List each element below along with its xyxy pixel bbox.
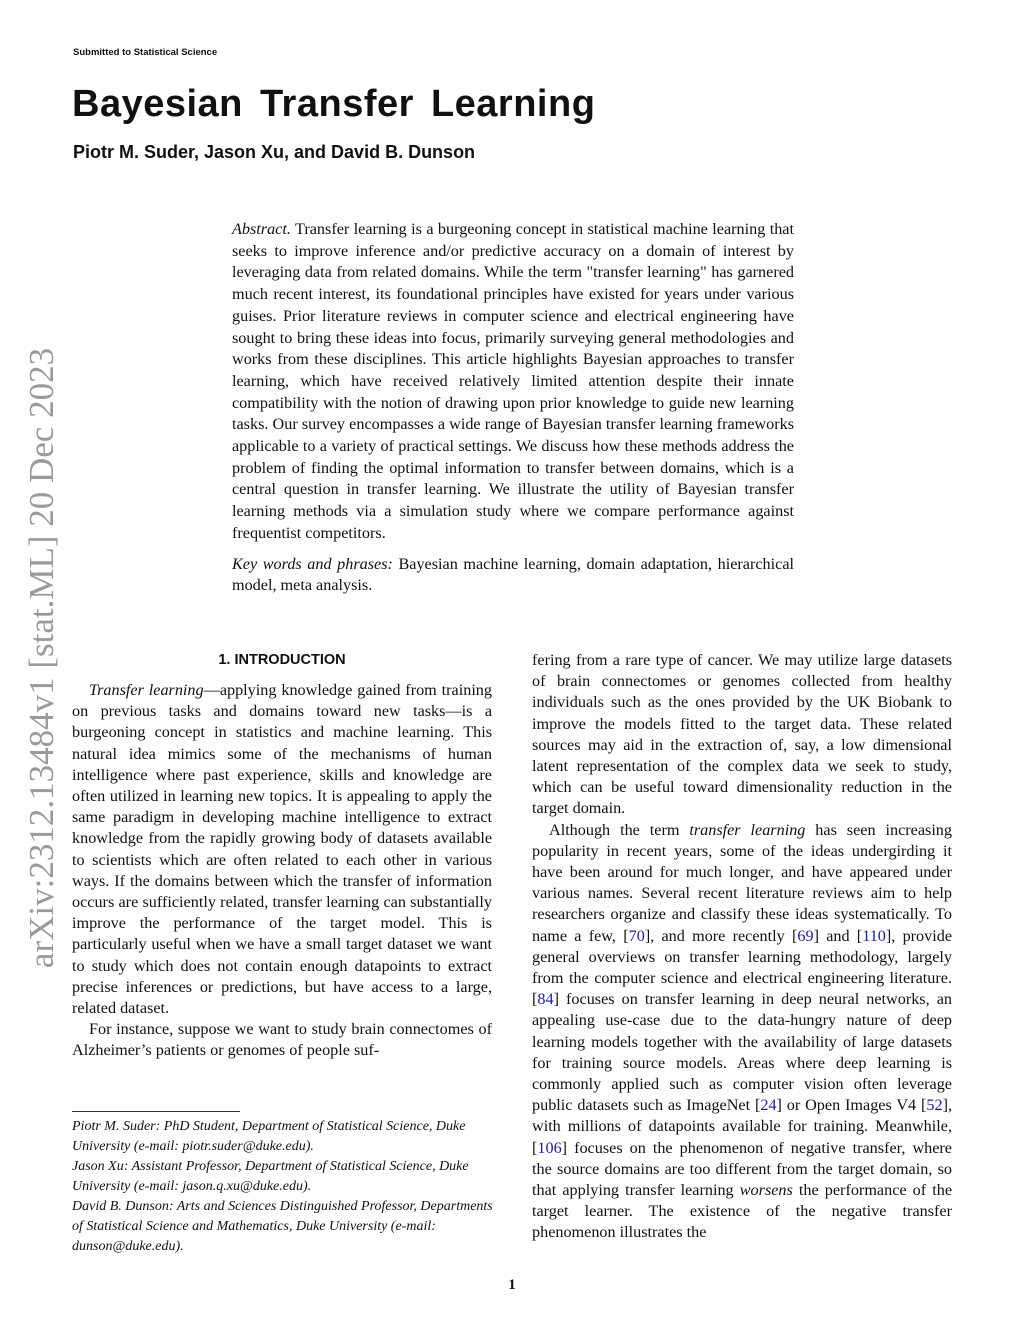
citation-link-52[interactable]: 52 xyxy=(926,1096,943,1115)
intro-paragraph-2-cont-text: fering from a rare type of cancer. We may utilize large datasets of brain connectomes or genomes collected from healthy individuals such as the ones provided by the UK Biobank to improve the models fitted to the target data. These related sources may aid in the extraction of, say, a low dimensional latent representation of the complex data we seek to study, which can be useful toward dimensionality reduction in the target domain. xyxy=(532,651,952,818)
p3-text-6: ] focuses on transfer learning in deep neural networks, an appealing use-case due to the data-hungry nature of deep learning models together with the availability of large datasets for training source models. Areas where deep learning is commonly applied such as computer vision often leverage public datasets such as ImageNet [ xyxy=(532,990,952,1115)
citation-link-70[interactable]: 70 xyxy=(628,926,645,945)
intro-paragraph-3 xyxy=(532,820,952,1244)
keywords-label: Key words and phrases: xyxy=(232,554,393,573)
p3-text-4: ] and [ xyxy=(813,926,863,945)
p3-term-worsens: worsens xyxy=(739,1181,793,1200)
intro-paragraph-2 xyxy=(72,1019,492,1061)
intro-paragraph-1 xyxy=(72,680,492,1019)
citation-link-24[interactable]: 24 xyxy=(760,1096,777,1115)
footnote-xu: Jason Xu: Assistant Professor, Department of Statistical Science, Duke University (e-mail: jason.q.xu@duke.edu). xyxy=(72,1159,469,1194)
citation-link-69[interactable]: 69 xyxy=(797,926,814,945)
page-number: 1 xyxy=(508,1277,516,1293)
paper-authors: Piotr M. Suder, Jason Xu, and David B. Dunson xyxy=(73,142,476,162)
footnote-suder: Piotr M. Suder: PhD Student, Department of Statistical Science, Duke University (e-mail: piotr.suder@duke.edu). xyxy=(72,1119,466,1154)
footnote-divider xyxy=(72,1111,240,1112)
p3-text-1: Although the term xyxy=(549,820,690,839)
p3-text-10: the performance of the target learner. The existence of the negative transfer phenomenon illustrates the xyxy=(532,1181,952,1242)
intro-paragraph-1-text: —applying knowledge gained from training on previous tasks and domains toward new tasks—is a burgeoning concept in statistics and machine learning. This natural idea mimics some of the mechanisms of human intelligence where past experience, skills and knowledge are often utilized in learning new topics. It is appealing to apply the same paradigm in developing machine intelligence to extract knowledge from the rapidly growing body of datasets available to scientists which are often related to each other in various ways. If the domains between which the transfer of information occurs are sufficiently related, transfer learning can substantially improve the performance of the target model. This is particularly useful when we have a small target dataset we want to study which does not contain enough datapoints to extract precise inferences or predictions, but have access to a large, related dataset. xyxy=(72,681,492,1018)
p3-text-7: ] or Open Images V4 [ xyxy=(776,1096,927,1115)
abstract-paragraph xyxy=(232,219,794,545)
p3-text-3: ], and more recently [ xyxy=(644,926,798,945)
keywords-text: Bayesian machine learning, domain adaptation, hierarchical model, meta analysis. xyxy=(232,554,794,595)
abstract-text: Transfer learning is a burgeoning concept in statistical machine learning that seeks to improve inference and/or predictive accuracy on a domain of interest by leveraging data from related domains. While the term "transfer learning" has garnered much recent interest, its foundational principles have existed for years under various guises. Prior literature reviews in computer science and electrical engineering have sought to bring these ideas into focus, primarily surveying general methodologies and works from these disciplines. This article highlights Bayesian approaches to transfer learning, which have received relatively limited attention despite their innate compatibility with the notion of drawing upon prior knowledge to guide new learning tasks. Our survey encompasses a wide range of Bayesian transfer learning frameworks applicable to a variety of practical settings. We discuss how these methods address the problem of finding the optimal information to transfer between domains, which is a central question in transfer learning. We illustrate the utility of Bayesian transfer learning methods via a simulation study where we compare performance against frequentist competitors. xyxy=(232,220,794,542)
abstract-label: Abstract. xyxy=(232,220,291,238)
intro-term-transfer-learning: Transfer learning xyxy=(89,681,204,699)
p3-text-2: has seen increasing popularity in recent years, some of the ideas undergirding it have been around for much longer, and have appeared under various names. Several recent literature reviews aim to help researchers organize and classify these ideas systematically. To name a few, [ xyxy=(532,820,952,945)
p3-text-9: ] focuses on the phenomenon of negative transfer, where the source domains are too different from the target domain, so that applying transfer learning xyxy=(532,1138,952,1200)
paper-title: Bayesian Transfer Learning xyxy=(72,83,596,125)
abstract-block xyxy=(232,219,794,597)
section-heading-introduction: 1. INTRODUCTION xyxy=(218,652,346,668)
citation-link-110[interactable]: 110 xyxy=(862,926,886,945)
author-footnotes xyxy=(72,1117,497,1257)
p3-text-8: ], with millions of datapoints available for training. Meanwhile, [ xyxy=(532,1096,952,1157)
left-column xyxy=(72,650,492,1062)
keywords-paragraph xyxy=(232,554,794,597)
journal-header-note: Submitted to Statistical Science xyxy=(73,47,218,58)
footnote-dunson: David B. Dunson: Arts and Sciences Distinguished Professor, Departments of Statistical Science and Mathematics, Duke University (e-mail: dunson@duke.edu). xyxy=(72,1199,493,1254)
arxiv-identifier-stamp: arXiv:2312.13484v1 [stat.ML] 20 Dec 2023 xyxy=(22,347,61,969)
p3-text-5: ], provide general overviews on transfer learning methodology, largely from the computer science and electrical engineering literature. [ xyxy=(532,926,953,1009)
intro-paragraph-2-text: For instance, suppose we want to study brain connectomes of Alzheimer’s patients or genomes of people suf- xyxy=(72,1020,492,1060)
right-column xyxy=(532,650,952,1244)
citation-link-106[interactable]: 106 xyxy=(537,1138,562,1157)
intro-paragraph-2-continued xyxy=(532,650,952,820)
p3-term-transfer-learning: transfer learning xyxy=(689,820,806,839)
citation-link-84[interactable]: 84 xyxy=(537,990,554,1009)
